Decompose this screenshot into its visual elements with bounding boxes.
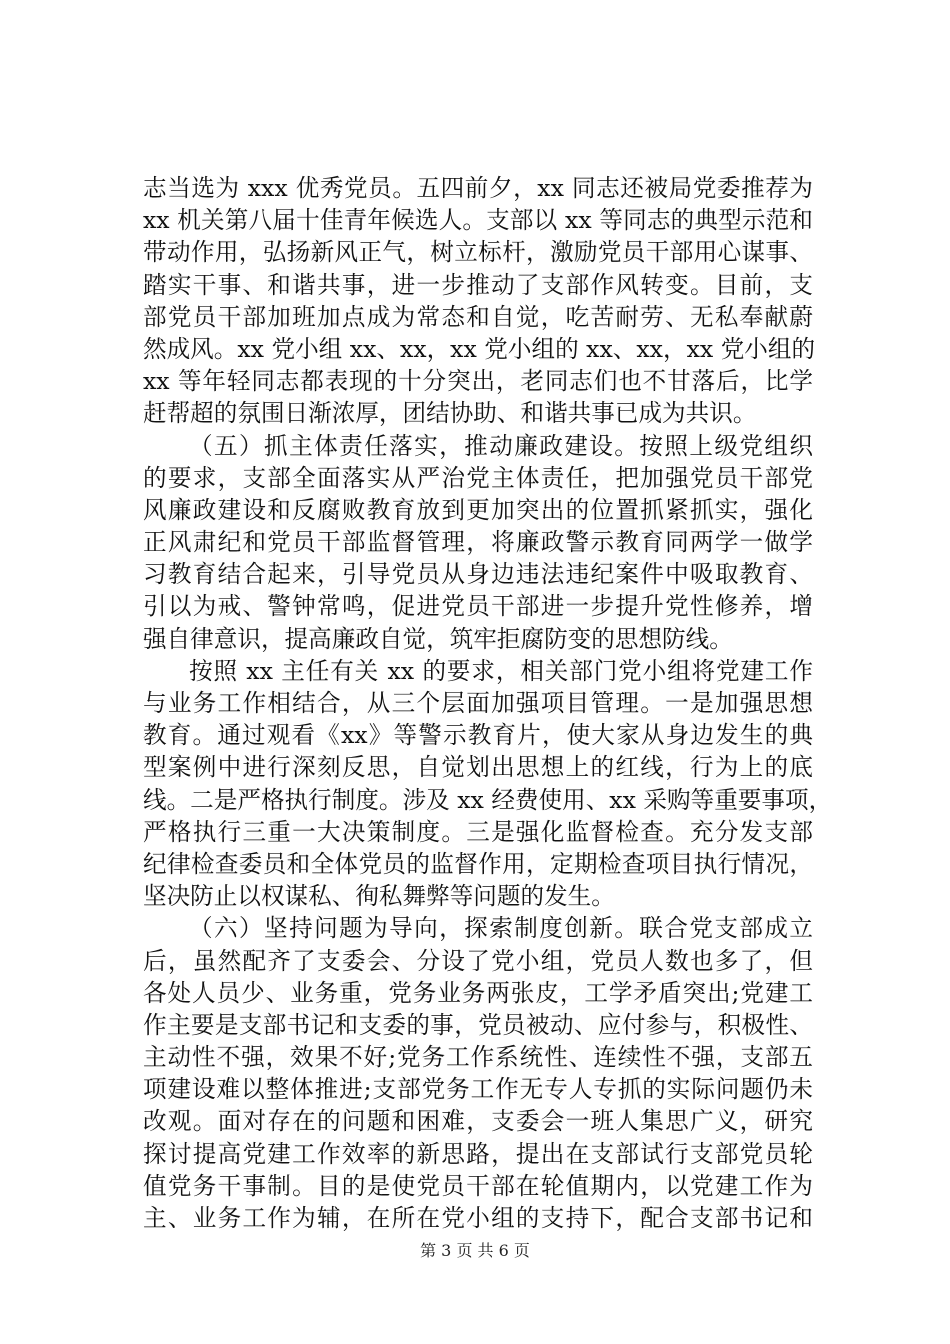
text-line: 改观。面对存在的问题和困难，支委会一班人集思广义，研究 xyxy=(143,1107,813,1136)
text-line: 部党员干部加班加点成为常态和自觉，吃苦耐劳、无私奉献蔚 xyxy=(143,302,813,331)
text-line: 严格执行三重一大决策制度。三是强化监督检查。充分发支部 xyxy=(143,817,813,846)
text-line: 强自律意识，提高廉政自觉，筑牢拒腐防变的思想防线。 xyxy=(143,624,733,653)
text-line: 按照 xx 主任有关 xx 的要求，相关部门党小组将党建工作 xyxy=(189,656,813,685)
text-line: 主动性不强，效果不好;党务工作系统性、连续性不强，支部五 xyxy=(143,1043,813,1072)
text-line: 然成风。xx 党小组 xx、xx，xx 党小组的 xx、xx，xx 党小组的 xyxy=(143,334,816,363)
text-line: 值党务干事制。目的是使党员干部在轮值期内，以党建工作为 xyxy=(143,1171,813,1200)
text-line: 坚决防止以权谋私、徇私舞弊等问题的发生。 xyxy=(143,882,615,911)
text-line: 踏实干事、和谐共事，进一步推动了支部作风转变。目前，支 xyxy=(143,270,813,299)
text-line: 纪律检查委员和全体党员的监督作用，定期检查项目执行情况， xyxy=(143,849,813,878)
text-line: 志当选为 xxx 优秀党员。五四前夕，xx 同志还被局党委推荐为 xyxy=(143,174,813,202)
text-line: 带动作用，弘扬新风正气，树立标杆，激励党员干部用心谋事、 xyxy=(143,238,813,267)
text-line: 主、业务工作为辅，在所在党小组的支持下，配合支部书记和 xyxy=(143,1204,813,1232)
text-line: 探讨提高党建工作效率的新思路，提出在支部试行支部党员轮 xyxy=(143,1139,813,1168)
text-line: 各处人员少、业务重，党务业务两张皮，工学矛盾突出;党建工 xyxy=(143,978,813,1007)
text-line: 与业务工作相结合，从三个层面加强项目管理。一是加强思想 xyxy=(143,689,813,717)
text-line: 赶帮超的氛围日渐浓厚，团结协助、和谐共事已成为共识。 xyxy=(143,399,757,428)
text-line: 引以为戒、警钟常鸣，促进党员干部进一步提升党性修养，增 xyxy=(143,592,813,621)
text-line: 作主要是支部书记和支委的事，党员被动、应付参与，积极性、 xyxy=(143,1010,813,1039)
text-line: xx 等年轻同志都表现的十分突出，老同志们也不甘落后，比学 xyxy=(143,367,813,396)
text-line: 型案例中进行深刻反思，自觉划出思想上的红线，行为上的底 xyxy=(143,753,813,782)
text-line: 正风肃纪和党员干部监督管理，将廉政警示教育同两学一做学 xyxy=(143,528,813,557)
text-line: 项建设难以整体推进;支部党务工作无专人专抓的实际问题仍未 xyxy=(143,1075,813,1104)
text-line: 教育。通过观看《xx》等警示教育片，使大家从身边发生的典 xyxy=(143,721,813,750)
document-body xyxy=(143,172,833,1234)
text-line: xx 机关第八届十佳青年候选人。支部以 xx 等同志的典型示范和 xyxy=(143,206,813,235)
text-line: 的要求，支部全面落实从严治党主体责任，把加强党员干部党 xyxy=(143,463,813,492)
text-line: 习教育结合起来，引导党员从身边违法违纪案件中吸取教育、 xyxy=(143,560,813,589)
text-line: （五）抓主体责任落实，推动廉政建设。按照上级党组织 xyxy=(189,431,813,460)
text-line: 线。二是严格执行制度。涉及 xx 经费使用、xx 采购等重要事项， xyxy=(143,785,833,814)
text-line: 风廉政建设和反腐败教育放到更加突出的位置抓紧抓实，强化 xyxy=(143,495,813,524)
text-line: （六）坚持问题为导向，探索制度创新。联合党支部成立 xyxy=(189,914,813,943)
text-line: 后，虽然配齐了支委会、分设了党小组，党员人数也多了，但 xyxy=(143,946,813,975)
page-number-footer: 第 3 页 共 6 页 xyxy=(420,1241,530,1260)
